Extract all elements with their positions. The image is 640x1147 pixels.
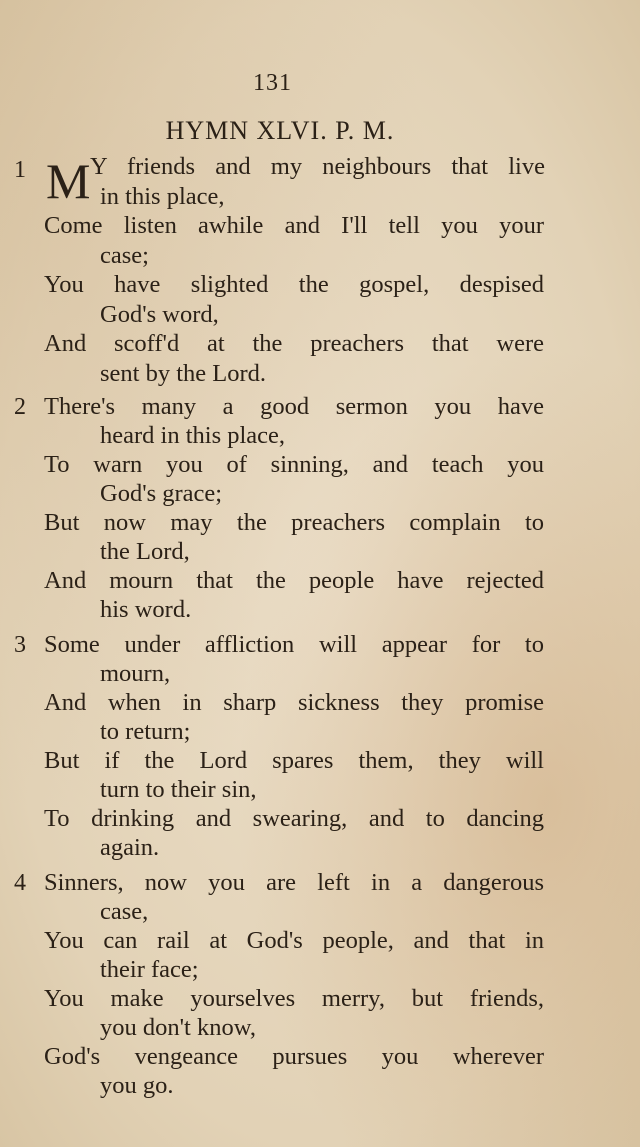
verse-line: But now may the preachers complain to [44,509,544,536]
verse-line: his word. [100,596,192,623]
verse-line: Sinners, now you are left in a dangerous [44,869,544,896]
verse-line: And mourn that the people have rejected [44,567,544,594]
verse-line: To warn you of sinning, and teach you [44,451,544,478]
verse-line: to return; [100,718,191,745]
verse-line: Y friends and my neighbours that live [90,153,545,180]
verse-line: You have slighted the gospel, despised [44,271,544,298]
verse-line: case; [100,242,149,269]
page-number: 131 [253,70,292,96]
verse-line: And scoff'd at the preachers that were [44,330,544,357]
verse-line: heard in this place, [100,422,286,449]
verse-line: You can rail at God's people, and that in [44,927,544,954]
verse-line: There's many a good sermon you have [44,393,544,420]
verse-number: 3 [14,632,26,658]
verse-line: case, [100,898,149,925]
verse-number: 2 [14,394,26,420]
verse-number: 1 [14,157,26,183]
verse-line: turn to their sin, [100,776,257,803]
verse-line: Come listen awhile and I'll tell you your [44,212,544,239]
verse-line: But if the Lord spares them, they will [44,747,544,774]
verse-line: you go. [100,1072,174,1099]
verse-line: God's grace; [100,480,223,507]
verse-number: 4 [14,870,26,896]
verse-line: God's vengeance pursues you wherever [44,1043,544,1070]
verse-line: To drinking and swearing, and to dancing [44,805,544,832]
verse-line: sent by the Lord. [100,360,267,387]
verse-line: again. [100,834,160,861]
verse-line: you don't know, [100,1014,256,1041]
drop-cap: M [46,153,90,209]
verse-line: the Lord, [100,538,190,565]
verse-line: You make yourselves merry, but friends, [44,985,544,1012]
verse-line: And when in sharp sickness they promise [44,689,544,716]
verse-line: in this place, [100,183,225,210]
verse-line: God's word, [100,301,219,328]
verse-line: their face; [100,956,199,983]
hymn-title: HYMN XLVI. P. M. [165,116,395,145]
verse-line: mourn, [100,660,171,687]
verse-line: Some under affliction will appear for to [44,631,544,658]
